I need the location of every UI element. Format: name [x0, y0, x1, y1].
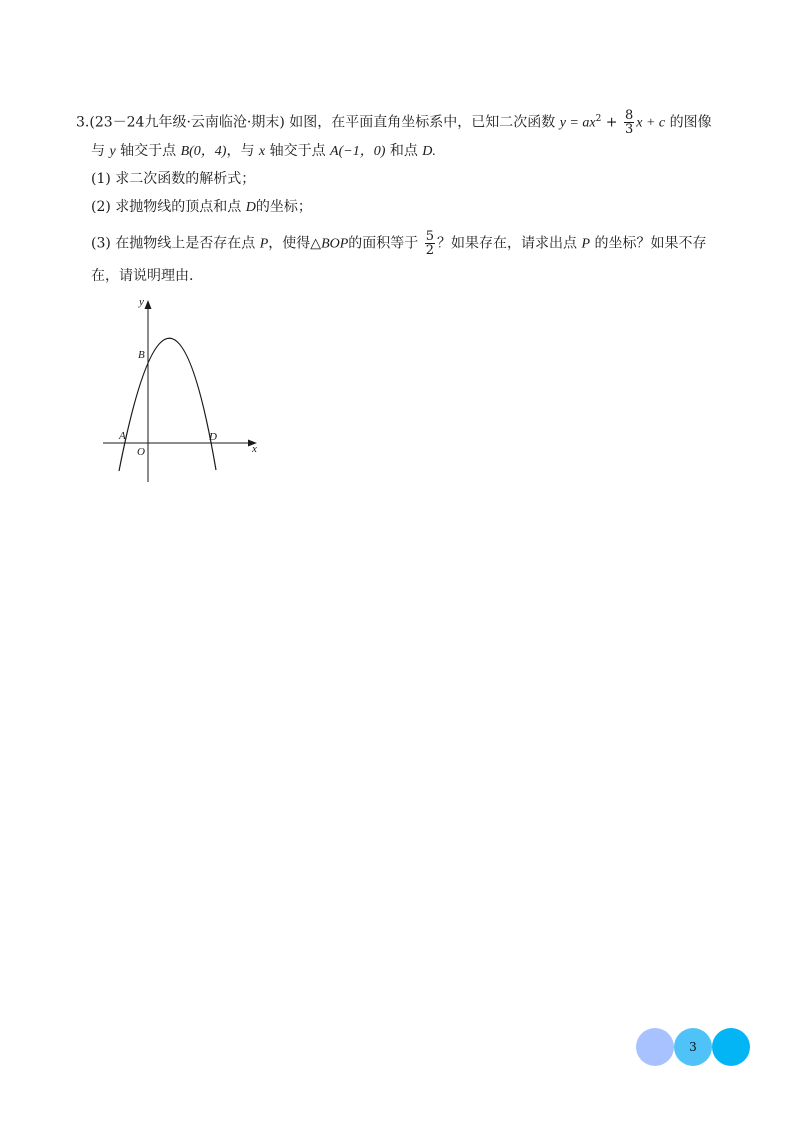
var-bop: BOP	[321, 236, 349, 252]
problem-number: 3.	[76, 114, 90, 131]
question-1	[91, 169, 255, 189]
point-b-label: B	[138, 349, 145, 361]
equation-left: y = ax	[559, 115, 596, 131]
y-axis-label: y	[139, 296, 144, 308]
intro-text-end: 的图像	[669, 114, 712, 131]
var-p: P	[259, 236, 269, 252]
problem-source: (23－24九年级·云南临沧·期末)	[89, 114, 285, 131]
x-axis-label: x	[252, 443, 257, 455]
intro-text: 如图，在平面直角坐标系中，已知二次函数	[289, 114, 556, 131]
question-3-text: (3) 在抛物线上是否存在点	[91, 235, 256, 252]
page-number-badge	[636, 1028, 752, 1068]
decorative-dot-right	[712, 1028, 750, 1066]
text-segment: 和点	[389, 143, 418, 159]
problem-line-1	[76, 109, 712, 136]
question-1-text: (1) 求二次函数的解析式；	[91, 171, 256, 187]
equation-plus: +	[601, 114, 622, 131]
text-segment: 与	[91, 143, 105, 159]
question-3-text: ？如果存在，请求出点	[437, 235, 578, 252]
decorative-dot-left	[636, 1028, 674, 1066]
var-y: y	[109, 144, 116, 159]
fraction-8-3: $\frac{8}{3}$	[624, 108, 634, 138]
question-3-text-end: 在，请说明理由.	[91, 268, 194, 284]
text-segment: 轴交于点	[269, 143, 326, 159]
var-d: D	[245, 200, 256, 215]
point-a-label: A	[119, 430, 126, 442]
question-2-text: (2) 求抛物线的顶点和点	[91, 199, 242, 215]
point-d: D.	[422, 144, 436, 159]
point-a-coords: A(−1，0)	[330, 144, 386, 159]
point-d-label: D	[209, 431, 217, 443]
point-b-coords: B(0，4)	[180, 144, 227, 159]
origin-label: O	[137, 446, 145, 458]
question-3-text: 的面积等于	[348, 235, 419, 252]
text-segment: 轴交于点	[120, 143, 177, 159]
parabola-curve	[119, 338, 216, 471]
page-number: 3	[689, 1040, 697, 1054]
var-p: P	[581, 236, 591, 252]
text-segment: ，与	[226, 143, 255, 159]
parabola-figure	[95, 292, 270, 487]
problem-line-2	[91, 141, 436, 162]
question-2	[91, 197, 312, 218]
question-3-text: 的坐标？如果不存	[594, 235, 707, 252]
y-axis-arrow	[145, 300, 152, 309]
question-3-line-2	[91, 266, 193, 286]
var-x: x	[258, 144, 266, 159]
equation-square: 2	[595, 114, 602, 124]
question-3-text: ，使得△	[268, 235, 322, 252]
fraction-5-2: $\frac{5}{2}$	[425, 229, 435, 258]
question-2-text-end: 的坐标；	[255, 199, 312, 215]
question-3	[91, 230, 707, 257]
equation-right: x + c	[636, 115, 666, 131]
